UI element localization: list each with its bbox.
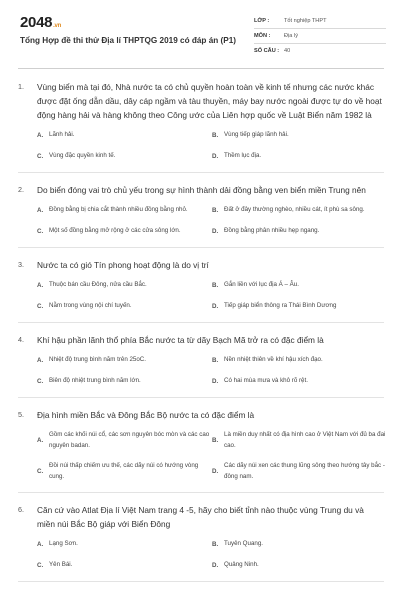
option-text: Đồi núi thấp chiếm ưu thế, các dãy núi có hướng vòng cung. (49, 462, 199, 480)
meta-row-subject (254, 29, 386, 44)
option-text: Gồm các khối núi cổ, các sơn nguyên bóc mòn và các cao nguyên badan. (49, 431, 210, 449)
answer-options (37, 539, 384, 571)
answer-option[interactable] (37, 205, 212, 216)
answer-option[interactable] (37, 301, 212, 312)
option-letter: C. (37, 562, 44, 569)
option-letter: C. (37, 303, 44, 310)
option-letter: D. (212, 378, 219, 385)
question-text: Căn cứ vào Atlat Địa lí Việt Nam trang 4 -5, hãy cho biết tỉnh nào thuộc vùng Trung du và miền núi Bắc Bộ giáp với Biển Đông (37, 505, 364, 529)
question-row (18, 80, 384, 122)
option-letter: A. (37, 282, 44, 289)
question-number: 5. (18, 410, 24, 419)
page-title: Tổng Hợp đề thi thử Địa lí THPTQG 2019 có đáp án (P1) (20, 36, 237, 45)
option-letter: C. (37, 468, 44, 475)
logo-text: 2048 (20, 14, 53, 31)
answer-option[interactable] (212, 560, 387, 571)
answer-option[interactable] (212, 355, 387, 366)
answer-option[interactable] (37, 151, 212, 162)
question-item (18, 503, 384, 582)
option-letter: A. (37, 207, 44, 214)
option-letter: B. (212, 541, 219, 548)
question-text: Nước ta có gió Tín phong hoạt động là do vị trí (37, 260, 209, 270)
meta-row-class (254, 14, 386, 29)
answer-options (37, 130, 384, 162)
option-text: Lạng Sơn. (49, 540, 78, 548)
option-letter: B. (212, 437, 219, 444)
question-text: Do biển đóng vai trò chủ yếu trong sự hình thành dải đồng bằng ven biển miền Trung nên (37, 185, 366, 195)
meta-key: SỐ CÂU : (254, 48, 280, 54)
question-item (18, 183, 384, 248)
question-number: 4. (18, 335, 24, 344)
answer-options (37, 280, 384, 312)
option-letter: D. (212, 468, 219, 475)
option-text: Tiếp giáp biển thông ra Thái Bình Dương (224, 302, 337, 310)
answer-option[interactable] (37, 430, 212, 451)
option-letter: B. (212, 132, 219, 139)
answer-option[interactable] (212, 280, 387, 291)
question-list (18, 80, 384, 592)
question-text: Vùng biển mà tại đó, Nhà nước ta có chủ quyền hoàn toàn về kinh tế nhưng các nước khác được đặt ống dẫn dầu, dây cáp ngầm và tàu thuyền, máy bay nước ngoài được tự do về hoạt động hàng hải và hàng không theo Công ước của Liên hợp quốc về Luật Biển năm 1982 là (37, 82, 382, 120)
option-text: Quảng Ninh. (224, 561, 259, 569)
option-text: Vùng tiếp giáp lãnh hải. (224, 131, 289, 139)
option-letter: B. (212, 282, 219, 289)
option-text: Nhiệt độ trung bình năm trên 25oC. (49, 356, 146, 364)
answer-option[interactable] (37, 226, 212, 237)
answer-option[interactable] (37, 376, 212, 387)
question-number: 3. (18, 260, 24, 269)
option-text: Yên Bái. (49, 561, 73, 569)
option-text: Gắn liền với lục địa Á – Âu. (224, 281, 299, 289)
answer-option[interactable] (212, 539, 387, 550)
option-text: Lãnh hải. (49, 131, 75, 139)
question-text: Khí hậu phần lãnh thổ phía Bắc nước ta từ dãy Bạch Mã trở ra có đặc điểm là (37, 335, 324, 345)
question-row (18, 183, 384, 197)
meta-value: Địa lý (284, 33, 298, 39)
question-item (18, 80, 384, 173)
question-item (18, 333, 384, 398)
option-text: Các dãy núi xen các thung lũng sông theo hướng tây bắc - đông nam. (224, 462, 385, 480)
option-letter: D. (212, 153, 219, 160)
option-letter: A. (37, 132, 44, 139)
answer-option[interactable] (212, 151, 387, 162)
meta-row-count (254, 44, 386, 58)
question-text: Địa hình miền Bắc và Đông Bắc Bộ nước ta có đặc điểm là (37, 410, 255, 420)
meta-table (254, 14, 386, 58)
option-text: Biên độ nhiệt trung bình năm lớn. (49, 377, 141, 385)
question-number: 2. (18, 185, 24, 194)
option-text: Thềm lục địa. (224, 152, 262, 160)
option-letter: D. (212, 303, 219, 310)
option-text: Có hai mùa mưa và khô rõ rệt. (224, 377, 308, 385)
option-letter: A. (37, 437, 44, 444)
option-letter: D. (212, 228, 219, 235)
option-letter: C. (37, 228, 44, 235)
answer-options (37, 205, 384, 237)
site-logo[interactable] (20, 14, 61, 31)
option-text: Đồng bằng phân nhiều hẹp ngang. (224, 227, 320, 235)
answer-option[interactable] (37, 461, 212, 482)
document-header (18, 10, 384, 62)
question-number: 1. (18, 82, 24, 91)
answer-options (37, 430, 384, 482)
question-row (18, 258, 384, 272)
answer-option[interactable] (212, 205, 387, 216)
answer-option[interactable] (37, 280, 212, 291)
answer-option[interactable] (212, 461, 387, 482)
answer-option[interactable] (212, 430, 387, 451)
option-letter: A. (37, 357, 44, 364)
meta-value: Tốt nghiệp THPT (284, 18, 327, 24)
option-text: Thuộc bán cầu Đông, nửa cầu Bắc. (49, 281, 147, 289)
answer-option[interactable] (212, 376, 387, 387)
answer-option[interactable] (212, 130, 387, 141)
option-text: Nằm trong vùng nội chí tuyến. (49, 302, 132, 310)
option-text: Nền nhiệt thiên về khí hậu xích đạo. (224, 356, 323, 364)
question-row (18, 503, 384, 531)
meta-key: LỚP : (254, 18, 270, 24)
header-divider (18, 68, 384, 69)
answer-option[interactable] (212, 301, 387, 312)
answer-option[interactable] (37, 355, 212, 366)
answer-option[interactable] (37, 130, 212, 141)
answer-option[interactable] (212, 226, 387, 237)
question-item (18, 258, 384, 323)
option-text: Đất ở đây thường nghèo, nhiều cát, ít phù sa sông. (224, 206, 365, 214)
answer-option[interactable] (37, 539, 212, 550)
option-letter: A. (37, 541, 44, 548)
meta-key: MÔN : (254, 33, 271, 39)
option-letter: C. (37, 378, 44, 385)
option-text: Đồng bằng bị chia cắt thành nhiều đồng bằng nhỏ. (49, 206, 188, 214)
question-item (18, 408, 384, 493)
meta-value: 40 (284, 48, 291, 54)
answer-options (37, 355, 384, 387)
question-row (18, 333, 384, 347)
option-text: Vùng đặc quyền kinh tế. (49, 152, 116, 160)
option-text: Một số đồng bằng mở rộng ở các cửa sông lớn. (49, 227, 181, 235)
option-letter: D. (212, 562, 219, 569)
option-text: Tuyên Quang. (224, 540, 263, 548)
option-text: Là miền duy nhất có địa hình cao ở Việt Nam với đủ ba đai cao. (224, 431, 386, 449)
option-letter: B. (212, 357, 219, 364)
option-letter: C. (37, 153, 44, 160)
question-number: 6. (18, 505, 24, 514)
logo-suffix: .vn (53, 23, 61, 29)
answer-option[interactable] (37, 560, 212, 571)
option-letter: B. (212, 207, 219, 214)
question-row (18, 408, 384, 422)
